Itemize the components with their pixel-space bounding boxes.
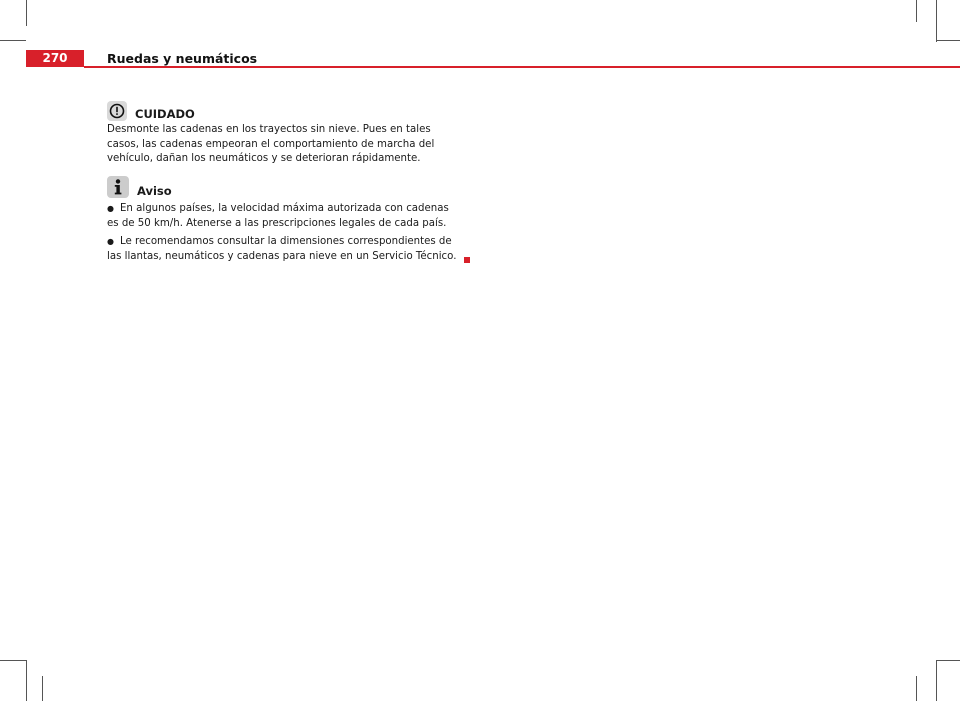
page-title: Ruedas y neumáticos xyxy=(107,51,258,66)
list-item xyxy=(107,202,457,231)
list-item xyxy=(107,235,457,264)
notice-block xyxy=(107,176,457,268)
header-rule xyxy=(84,66,960,68)
info-icon xyxy=(107,176,129,198)
bullet-marker: ● xyxy=(107,204,114,213)
caution-block xyxy=(107,101,457,167)
end-of-section-mark xyxy=(464,257,470,263)
caution-heading: CUIDADO xyxy=(135,107,195,121)
exclamation-icon xyxy=(107,101,127,121)
list-item-text: Le recomendamos consultar la dimensiones correspondientes de las llantas, neumáticos y cadenas para nieve en un Servicio Técnico. xyxy=(107,236,457,262)
caution-text: Desmonte las cadenas en los trayectos sin nieve. Pues en tales casos, las cadenas empeoran el comportamiento de marcha del vehículo, dañan los neumáticos y se deterioran rápidamente. xyxy=(107,124,435,165)
notice-heading: Aviso xyxy=(137,184,172,198)
page-number: 270 xyxy=(26,50,84,67)
bullet-marker: ● xyxy=(107,237,114,247)
list-item-text: En algunos países, la velocidad máxima autorizada con cadenas es de 50 km/h. Atenerse a las prescripciones legales de cada país. xyxy=(107,203,449,229)
